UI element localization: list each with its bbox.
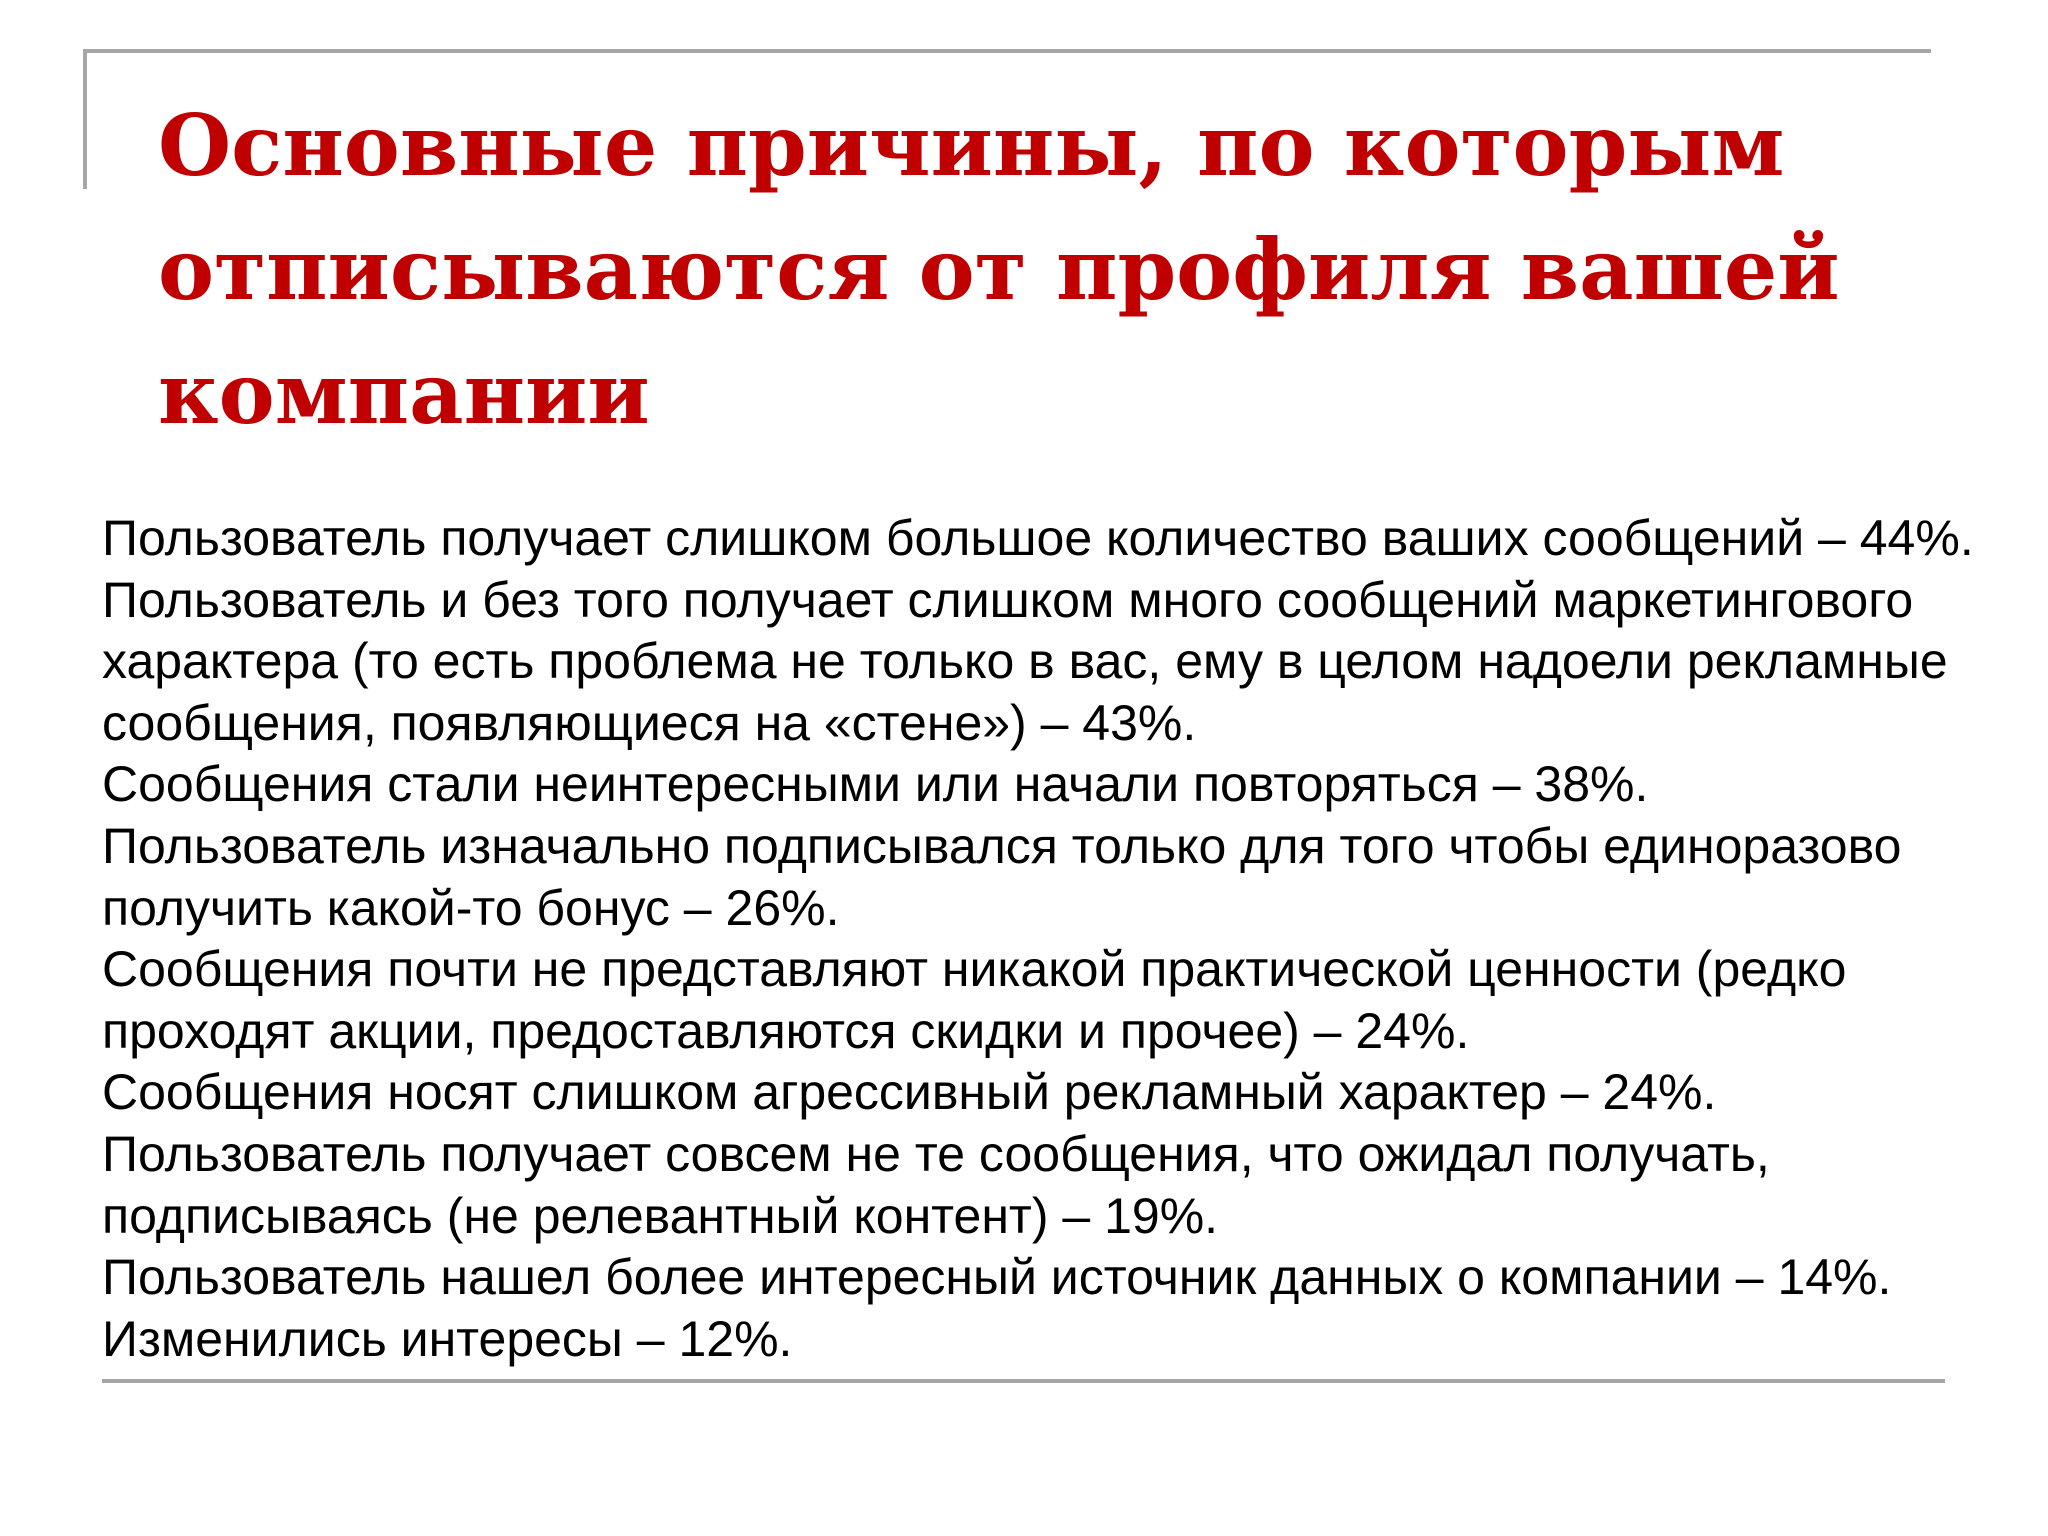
- list-item: Пользователь нашел более интересный источник данных о компании – 14%.: [102, 1249, 1892, 1306]
- list-item: Пользователь изначально подписывался только для того чтобы единоразово получить какой-то бонус – 26%.: [102, 817, 1902, 936]
- list-item: Пользователь получает слишком большое количество ваших сообщений – 44%.: [102, 510, 1974, 566]
- list-item: Пользователь и без того получает слишком много сообщений маркетингового характера (то есть проблема не только в вас, ему в целом надоели рекламные сообщения, появляющиеся на «стене») – 43%.: [102, 571, 1948, 751]
- list-item: Сообщения стали неинтересными или начали повторяться – 38%.: [102, 756, 1649, 813]
- bottom-divider: [102, 1379, 1945, 1383]
- slide-title: Основные причины, по которым отписываются от профиля вашей компании: [158, 96, 1840, 443]
- list-item: Сообщения почти не представляют никакой практической ценности (редко проходят акции, предоставляются скидки и прочее) – 24%.: [102, 941, 1847, 1059]
- list-item: Изменились интересы – 12%.: [102, 1310, 793, 1367]
- list-item: Сообщения носят слишком агрессивный рекламный характер – 24%.: [102, 1064, 1717, 1121]
- list-item: Пользователь получает совсем не те сообщения, что ожидал получать, подписываясь (не релевантный контент) – 19%.: [102, 1125, 1770, 1244]
- reasons-list: [102, 508, 2032, 1370]
- left-divider: [83, 49, 87, 189]
- top-divider: [83, 49, 1931, 53]
